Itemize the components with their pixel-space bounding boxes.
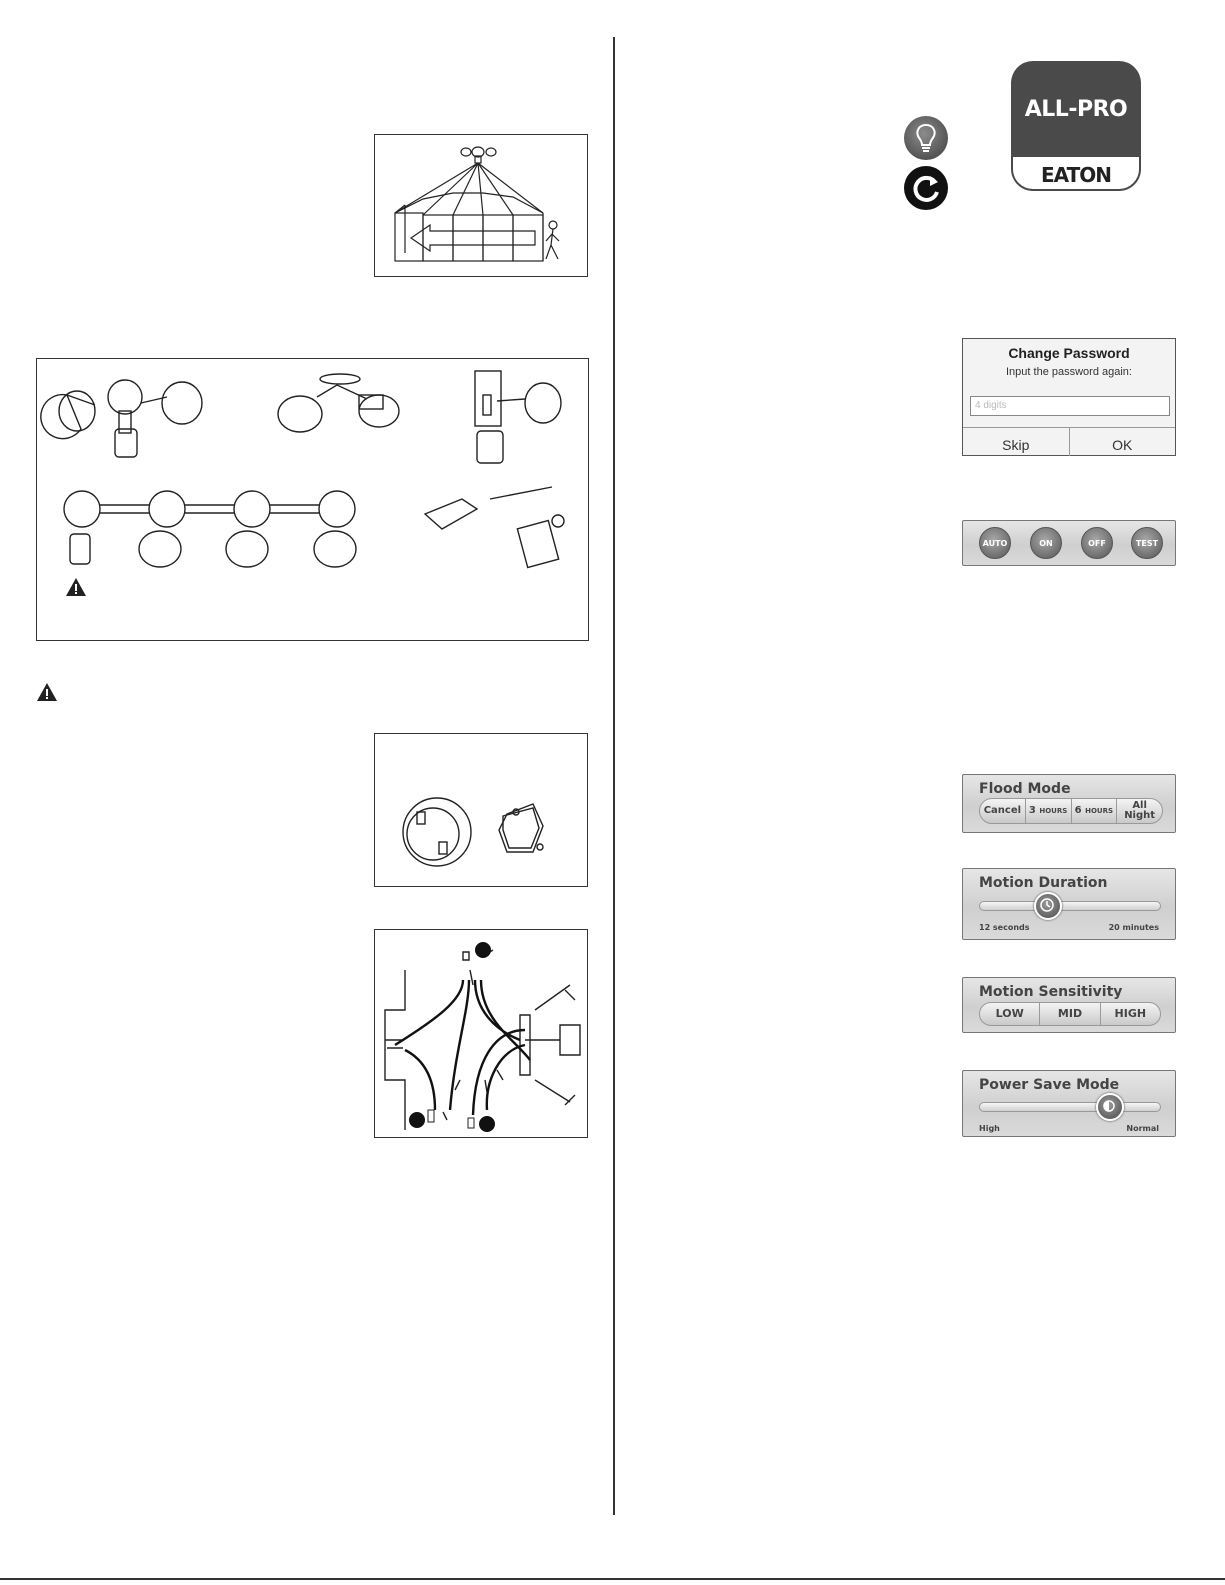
logo-maker-text: EATON	[1041, 163, 1111, 187]
off-mode-button[interactable]: OFF	[1081, 527, 1113, 559]
flood-all-night-line1: All	[1132, 800, 1147, 811]
page-bottom-rule	[0, 1578, 1225, 1580]
warning-icon	[36, 682, 58, 702]
power-save-panel	[962, 1070, 1176, 1137]
flood-6-hours-unit: HOURS	[1085, 807, 1114, 815]
refresh-icon[interactable]	[904, 166, 948, 210]
sensitivity-low-option[interactable]: LOW	[995, 1007, 1024, 1020]
wiring-figure	[374, 929, 588, 1138]
sensitivity-high-option[interactable]: HIGH	[1100, 1003, 1160, 1025]
ok-button[interactable]: OK	[1069, 428, 1176, 456]
motion-sensitivity-panel	[962, 977, 1176, 1033]
flood-mode-title: Flood Mode	[979, 781, 1071, 797]
power-save-min-label: High	[979, 1124, 1000, 1133]
wiring-illustration	[375, 930, 586, 1136]
test-mode-button[interactable]: TEST	[1131, 527, 1163, 559]
motion-duration-min-label: 12 seconds	[979, 923, 1030, 932]
flood-mode-selector	[979, 798, 1163, 824]
all-pro-eaton-logo	[1011, 61, 1141, 191]
motion-sensitivity-title: Motion Sensitivity	[979, 984, 1123, 1000]
flood-3-hours-unit: HOURS	[1039, 807, 1068, 815]
flood-6-hours-number: 6	[1074, 805, 1082, 816]
motion-duration-title: Motion Duration	[979, 875, 1108, 891]
logo-brand-text: ALL-PRO	[1024, 97, 1128, 122]
flood-cancel-label: Cancel	[983, 805, 1022, 816]
column-divider	[613, 37, 615, 1515]
fixture-types-illustration	[37, 359, 587, 639]
mode-buttons-panel	[962, 520, 1176, 566]
flood-cancel-option[interactable]	[980, 799, 1025, 823]
flood-mode-panel	[962, 774, 1176, 833]
flood-3-hours-option[interactable]	[1025, 799, 1071, 823]
lightbulb-icon[interactable]	[904, 116, 948, 160]
auto-mode-button[interactable]: AUTO	[979, 527, 1011, 559]
logo-bottom-band	[1011, 155, 1141, 191]
power-save-slider-knob[interactable]	[1096, 1093, 1124, 1121]
change-password-dialog	[962, 338, 1176, 456]
detection-zone-figure	[374, 134, 588, 277]
junction-box-illustration	[375, 734, 586, 885]
sensitivity-mid-option[interactable]: MID	[1039, 1003, 1099, 1025]
dialog-title: Change Password	[1008, 345, 1130, 361]
flood-6-hours-option[interactable]	[1071, 799, 1117, 823]
power-save-slider-track[interactable]	[979, 1102, 1161, 1112]
flood-all-night-line2: Night	[1124, 810, 1156, 821]
power-save-max-label: Normal	[1126, 1124, 1159, 1133]
dialog-subtitle: Input the password again:	[1006, 366, 1132, 378]
moon-sun-icon	[1098, 1095, 1122, 1119]
motion-duration-slider-knob[interactable]	[1034, 892, 1062, 920]
on-mode-button[interactable]: ON	[1030, 527, 1062, 559]
flood-all-night-option[interactable]	[1116, 799, 1162, 823]
warning-icon	[65, 577, 87, 597]
motion-duration-max-label: 20 minutes	[1108, 923, 1159, 932]
motion-duration-panel	[962, 868, 1176, 940]
fixture-types-figure	[36, 358, 589, 641]
power-save-title: Power Save Mode	[979, 1077, 1120, 1093]
password-input[interactable]: 4 digits	[970, 396, 1170, 416]
skip-button[interactable]: Skip	[1002, 437, 1030, 453]
flood-3-hours-number: 3	[1028, 805, 1036, 816]
dialog-button-row	[963, 427, 1175, 456]
clock-icon	[1036, 894, 1060, 918]
motion-sensitivity-selector	[979, 1002, 1161, 1026]
detection-zone-illustration	[375, 135, 586, 275]
motion-duration-slider-track[interactable]	[979, 901, 1161, 911]
junction-box-figure	[374, 733, 588, 887]
